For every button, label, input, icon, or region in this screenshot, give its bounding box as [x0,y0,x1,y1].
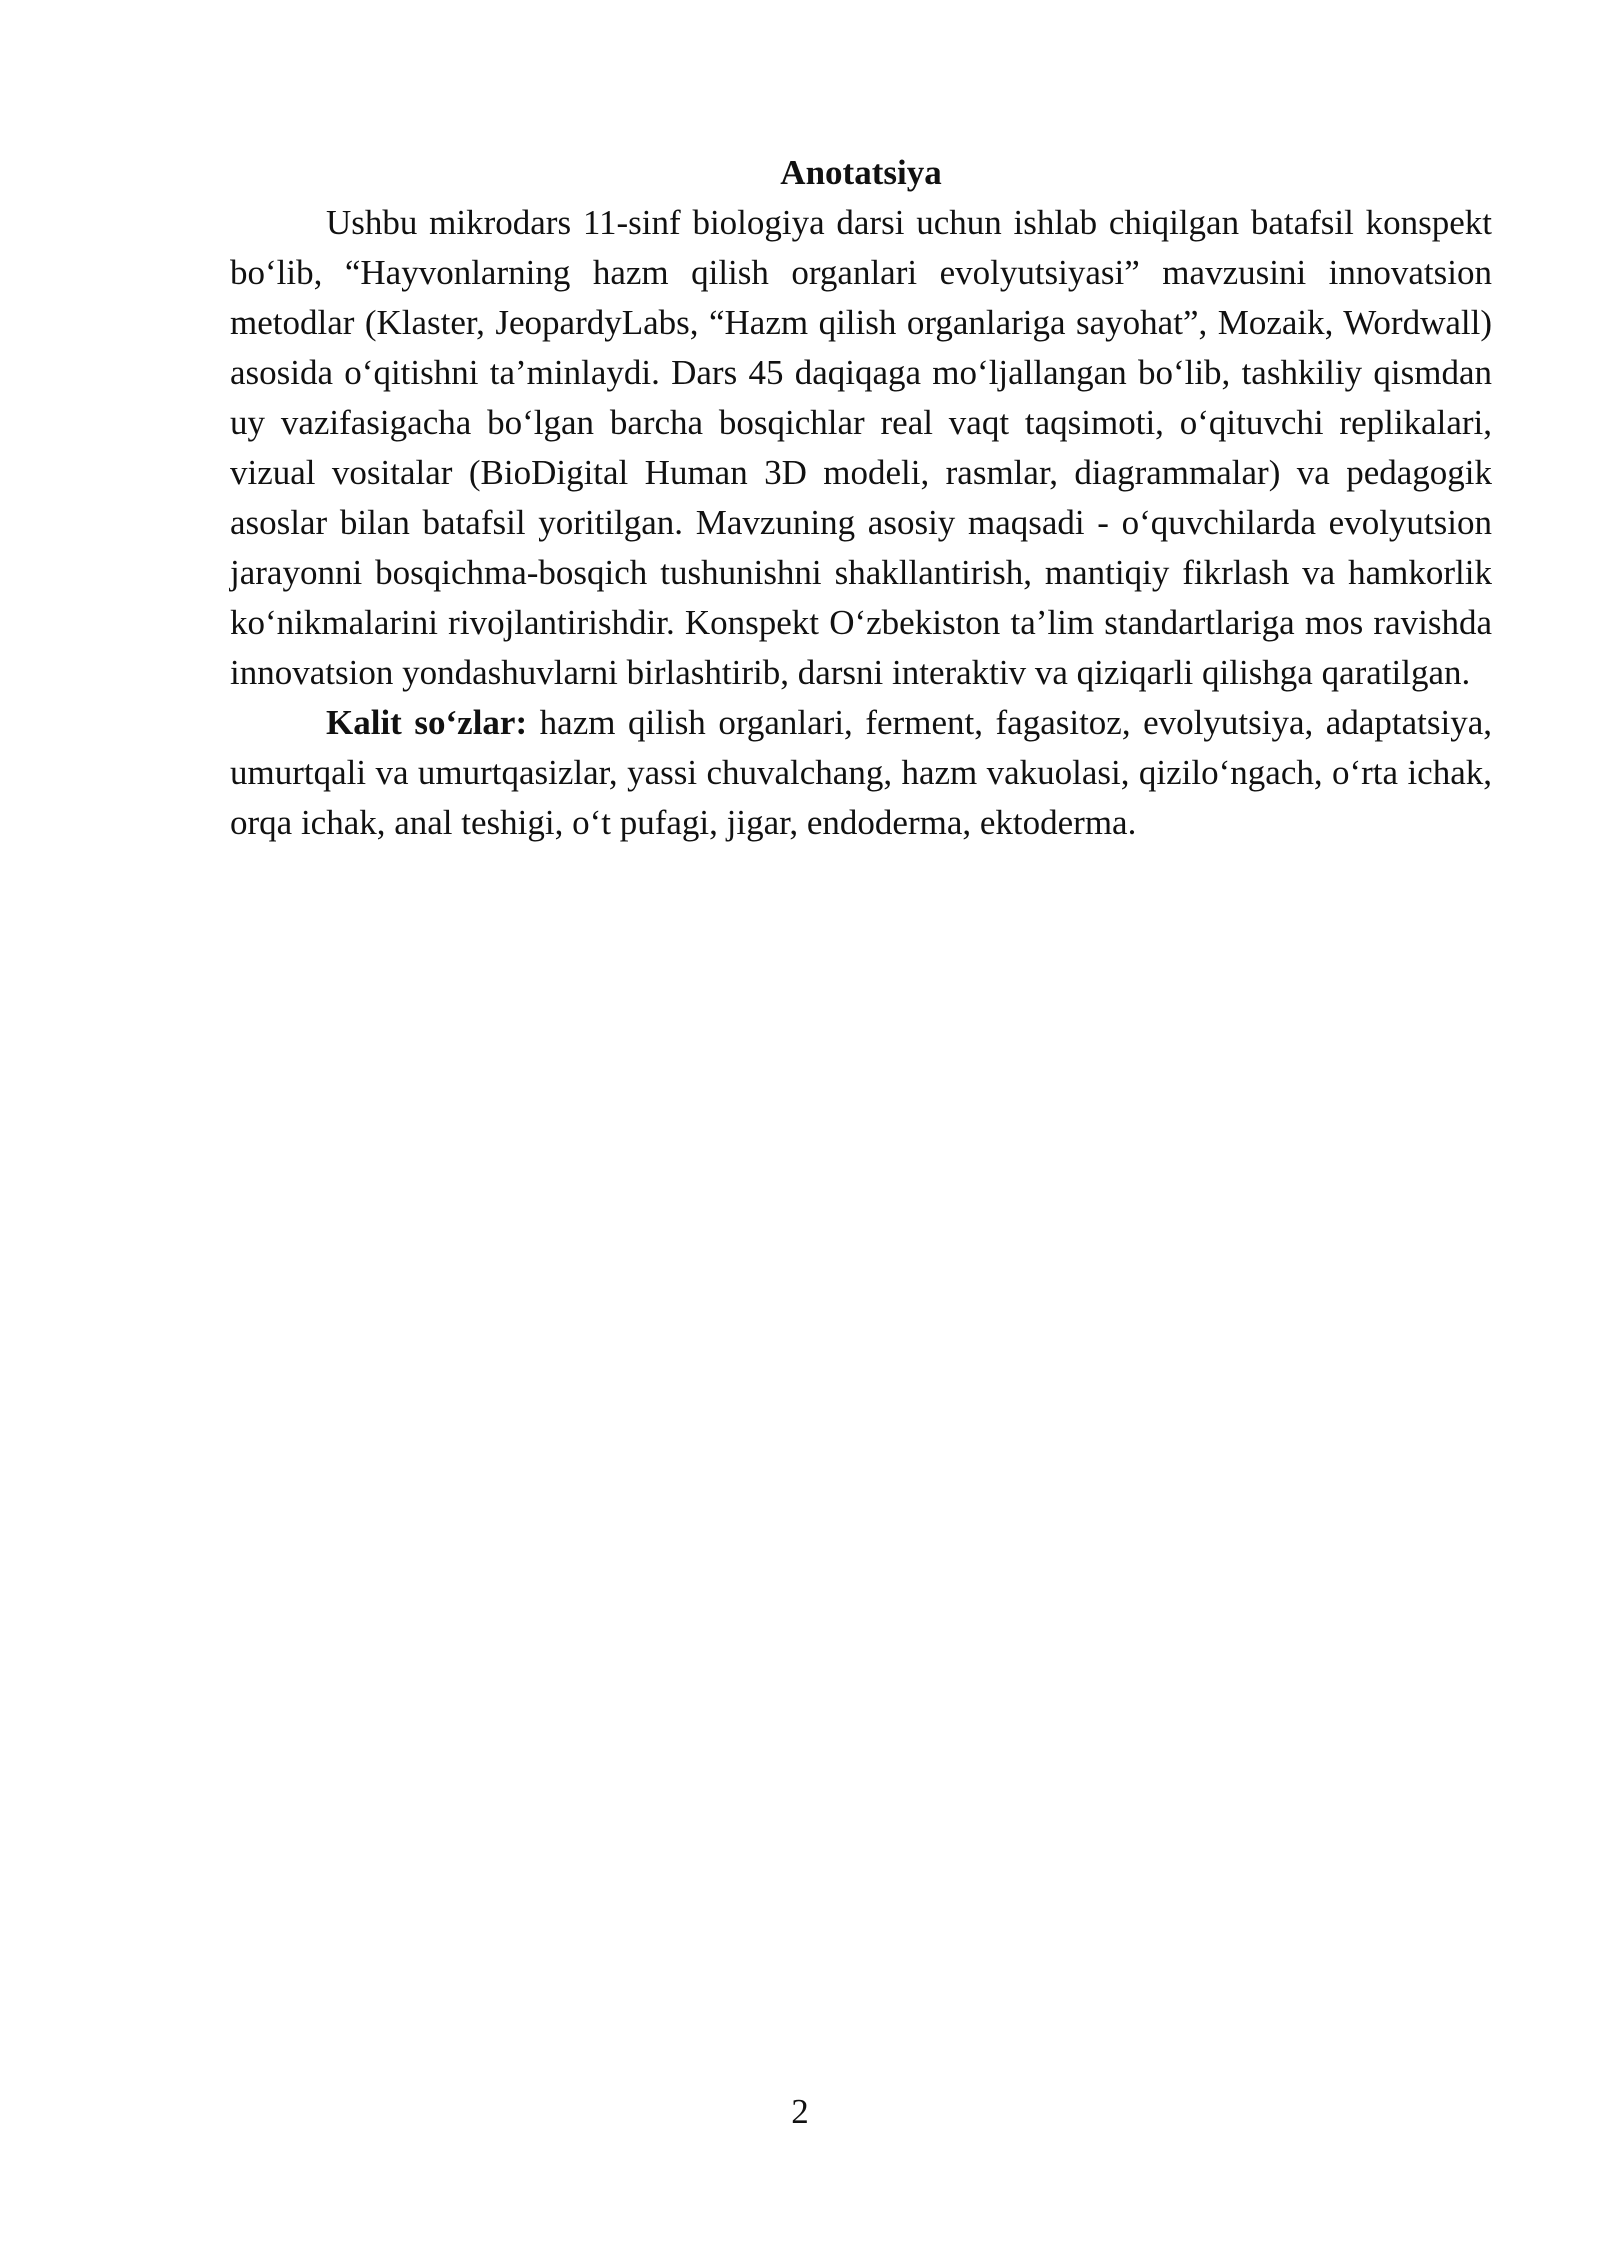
keywords-paragraph [230,698,1492,848]
abstract-title: Anotatsiya [780,153,942,192]
keywords-text: hazm qilish organlari, ferment, fagasitoz, evolyutsiya, adaptatsiya, umurtqali va umurtqasizlar, yassi chuvalchang, hazm vakuolasi, qizilo‘ngach, o‘rta ichak, orqa ichak, anal teshigi, o‘t pufagi, jigar, endoderma, ektoderma. [230,703,1492,842]
page-content [230,148,1492,848]
keywords-label: Kalit so‘zlar: [326,703,528,742]
page-number: 2 [791,2092,809,2131]
abstract-paragraph: Ushbu mikrodars 11-sinf biologiya darsi uchun ishlab chiqilgan batafsil konspekt bo‘lib, “Hayvonlarning hazm qilish organlari evolyutsiyasi” mavzusini innovatsion metodlar (Klaster, JeopardyLabs, “Hazm qilish organlariga sayohat”, Mozaik, Wordwall) asosida o‘qitishni ta’minlaydi. Dars 45 daqiqaga mo‘ljallangan bo‘lib, tashkiliy qismdan uy vazifasigacha bo‘lgan barcha bosqichlar real vaqt taqsimoti, o‘qituvchi replikalari, vizual vositalar (BioDigital Human 3D modeli, rasmlar, diagrammalar) va pedagogik asoslar bilan batafsil yoritilgan. Mavzuning asosiy maqsadi - o‘quvchilarda evolyutsion jarayonni bosqichma-bosqich tushunishni shakllantirish, mantiqiy fikrlash va hamkorlik ko‘nikmalarini rivojlantirishdir. Konspekt O‘zbekiston ta’lim standartlariga mos ravishda innovatsion yondashuvlarni birlashtirib, darsni interaktiv va qiziqarli qilishga qaratilgan. [230,203,1492,692]
